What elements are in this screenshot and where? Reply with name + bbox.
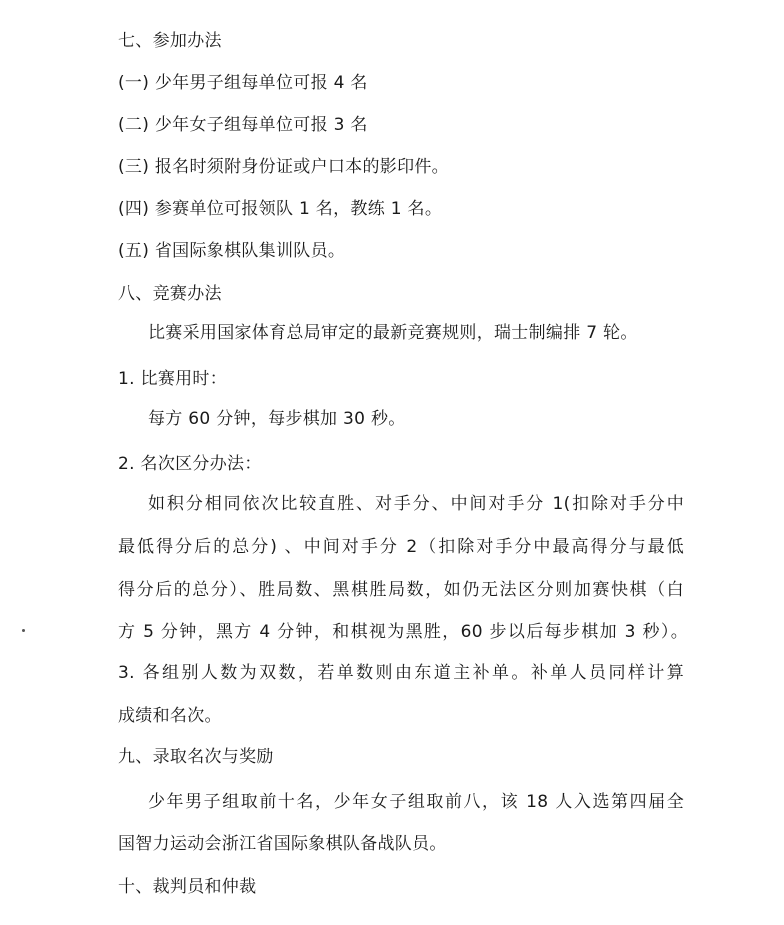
section-7-heading: 七、参加办法 [118,31,222,51]
section-7-item-5: (五) 省国际象棋队集训队员。 [118,241,346,261]
section-8-item-2-line-4: 方 5 分钟，黑方 4 分钟，和棋视为黑胜，60 步以后每步棋加 3 秒）。 [118,622,688,642]
section-7-item-1: (一) 少年男子组每单位可报 4 名 [118,73,368,93]
section-8-item-2-line-2: 最低得分后的总分) 、中间对手分 2（扣除对手分中最高得分与最低 [118,537,684,557]
scan-speck [22,629,25,632]
section-8-item-2-line-1: 如积分相同依次比较直胜、对手分、中间对手分 1(扣除对手分中 [148,494,684,514]
section-9-heading: 九、录取名次与奖励 [118,747,274,767]
section-8-intro: 比赛采用国家体育总局审定的最新竞赛规则，瑞士制编排 7 轮。 [148,323,638,343]
section-7-item-3: (三) 报名时须附身份证或户口本的影印件。 [118,157,449,177]
section-8-item-2-line-3: 得分后的总分）、胜局数、黑棋胜局数，如仍无法区分则加赛快棋（白 [118,580,684,600]
section-8-item-1-body: 每方 60 分钟，每步棋加 30 秒。 [148,409,406,429]
section-8-item-1-title: 1. 比赛用时： [118,369,228,389]
section-7-item-2: (二) 少年女子组每单位可报 3 名 [118,115,368,135]
section-9-line-1: 少年男子组取前十名，少年女子组取前八，该 18 人入选第四届全 [148,792,684,812]
section-8-item-3-line-2: 成绩和名次。 [118,706,222,726]
section-10-heading: 十、裁判员和仲裁 [118,877,257,897]
section-8-heading: 八、竞赛办法 [118,284,222,304]
section-8-item-2-title: 2. 名次区分办法： [118,454,262,474]
section-8-item-3-line-1: 3. 各组别人数为双数，若单数则由东道主补单。补单人员同样计算 [118,663,684,683]
section-9-line-2: 国智力运动会浙江省国际象棋队备战队员。 [118,834,447,854]
section-7-item-4: (四) 参赛单位可报领队 1 名，教练 1 名。 [118,199,443,219]
